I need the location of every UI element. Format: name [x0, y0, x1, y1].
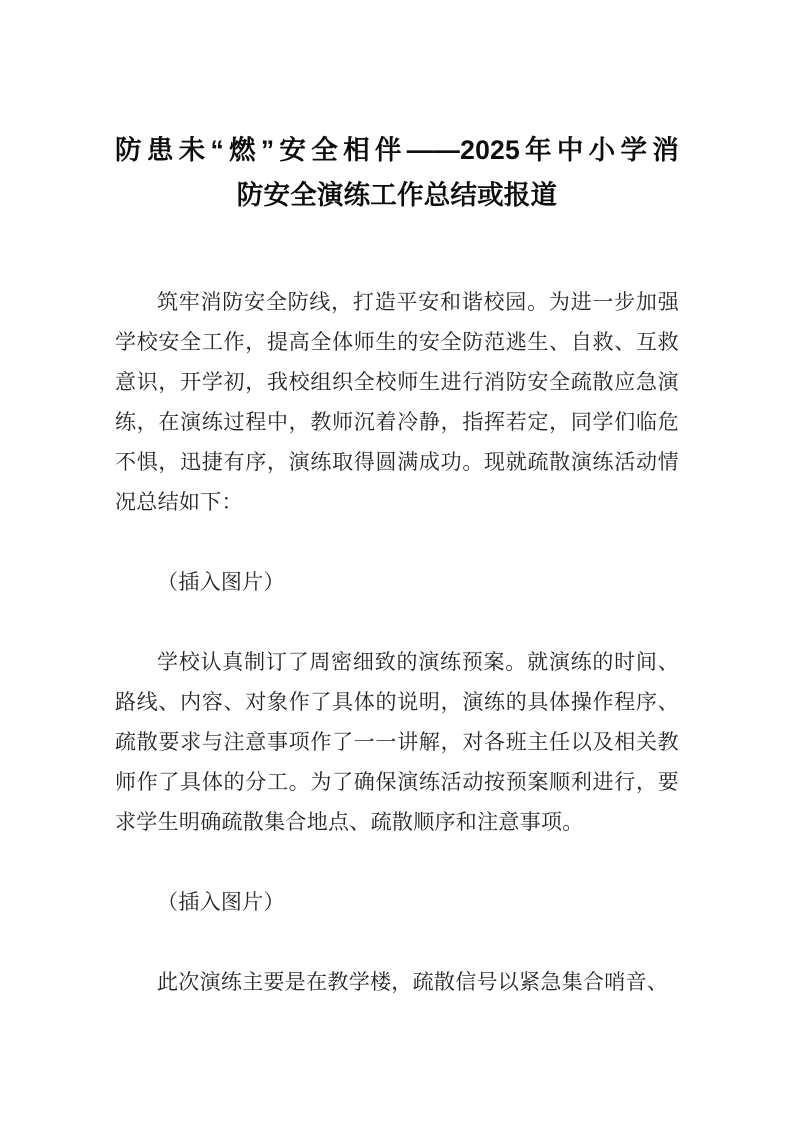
document-body: [115, 282, 679, 1002]
paragraph-image-placeholder-2: （插入图片）: [157, 890, 285, 914]
paragraph-plan: 学校认真制订了周密细致的演练预案。就演练的时间、路线、内容、对象作了具体的说明，演练的具体操作程序、疏散要求与注意事项作了一一讲解，对各班主任以及相关教师作了具体的分工。为了确保演练活动按预案顺利进行，要求学生明确疏散集合地点、疏散顺序和注意事项。: [115, 650, 679, 834]
page-title: [115, 128, 679, 218]
title-line-1-suffix: 年中小学消: [519, 135, 679, 165]
title-line-1-prefix: 防患未“燃”安全相伴——: [115, 135, 461, 165]
paragraph-drill-location: 此次演练主要是在教学楼，疏散信号以紧急集合哨音、: [157, 970, 669, 994]
paragraph-image-placeholder-1: （插入图片）: [157, 570, 285, 594]
title-line-1: [115, 128, 679, 173]
paragraph-intro: 筑牢消防安全防线，打造平安和谐校园。为进一步加强学校安全工作，提高全体师生的安全防范逃生、自救、互救意识，开学初，我校组织全校师生进行消防安全疏散应急演练，在演练过程中，教师沉着冷静，指挥若定，同学们临危不惧，迅捷有序，演练取得圆满成功。现就疏散演练活动情况总结如下：: [115, 290, 679, 514]
title-year: 2025: [460, 135, 520, 165]
title-line-2: 防安全演练工作总结或报道: [236, 180, 558, 210]
document-title-block: [115, 128, 679, 218]
